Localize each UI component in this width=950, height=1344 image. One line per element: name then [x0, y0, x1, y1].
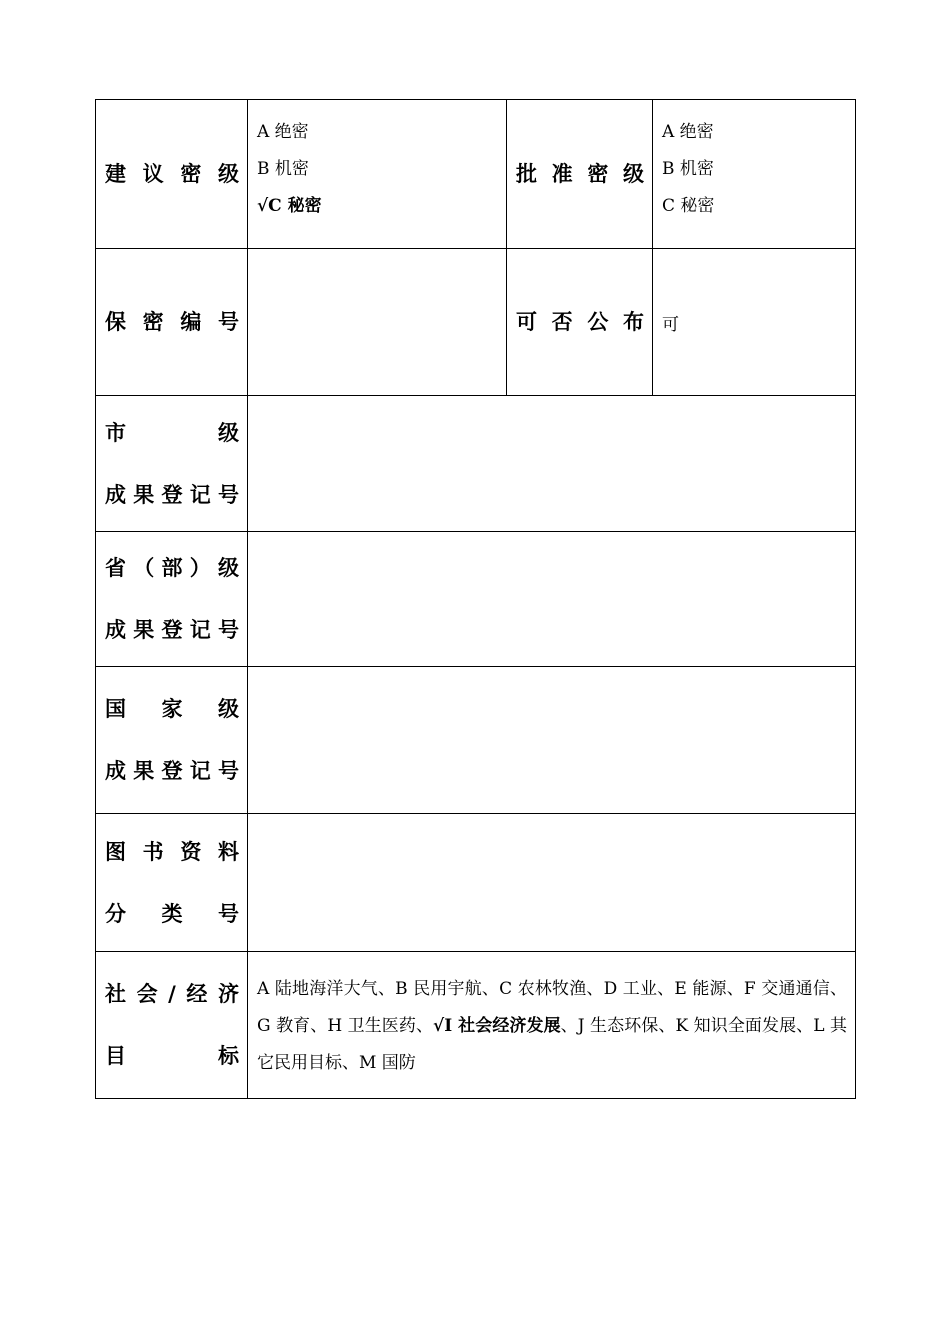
- library-class-field[interactable]: [248, 814, 856, 952]
- label-char: ）: [189, 556, 211, 580]
- label-province-reg: [96, 532, 248, 667]
- label-char: 部: [161, 556, 183, 580]
- label-line-1: [105, 821, 239, 883]
- label-char: 济: [217, 982, 239, 1006]
- label-text: [516, 161, 644, 186]
- label-char: 准: [551, 161, 573, 186]
- label-city-reg: [96, 396, 248, 532]
- label-char: 市: [105, 420, 126, 445]
- label-char: 公: [587, 309, 609, 334]
- label-char: 登: [161, 618, 183, 642]
- label-char: 家: [161, 697, 183, 721]
- suggested-option-c-selected[interactable]: √C 秘密: [257, 196, 322, 216]
- label-char: 国: [105, 697, 126, 721]
- label-char: 标: [218, 1044, 239, 1068]
- label-text: [516, 309, 644, 334]
- label-char: 密: [180, 161, 202, 186]
- label-char: 级: [622, 161, 644, 186]
- label-char: 类: [161, 901, 183, 926]
- label-char: 登: [161, 482, 183, 507]
- row-province-reg: [96, 532, 856, 667]
- label-char: 分: [105, 901, 126, 926]
- label-char: 号: [218, 618, 239, 642]
- label-social-goal: [96, 952, 248, 1099]
- approved-option-c[interactable]: C 秘密: [662, 196, 715, 216]
- suggested-option-a[interactable]: A 绝密: [257, 122, 309, 142]
- row-secret-number: [96, 249, 856, 396]
- label-char: 记: [189, 482, 211, 507]
- label-char: 保: [105, 309, 126, 334]
- label-char: 号: [218, 482, 239, 507]
- label-national-reg: [96, 667, 248, 814]
- label-char: 议: [142, 161, 164, 186]
- label-char: 成: [105, 759, 126, 783]
- label-char: 省: [105, 556, 126, 580]
- label-char: 记: [189, 759, 211, 783]
- label-char: 料: [217, 839, 239, 864]
- suggested-option-b[interactable]: B 机密: [257, 159, 309, 179]
- label-line-1: [105, 402, 239, 464]
- approved-level-options: [653, 100, 856, 249]
- label-char: 成: [105, 482, 126, 507]
- label-char: 布: [622, 309, 644, 334]
- label-line-2: [105, 464, 239, 526]
- label-approved-level: [507, 100, 653, 249]
- label-char: 会: [136, 982, 158, 1006]
- label-char: 果: [133, 482, 155, 507]
- goal-selected-option[interactable]: √I 社会经济发展: [433, 1015, 561, 1036]
- label-char: 成: [105, 618, 126, 642]
- label-char: 登: [161, 759, 183, 783]
- label-publishable: [507, 249, 653, 396]
- social-goal-options: [248, 952, 856, 1099]
- label-char: （: [133, 556, 155, 580]
- label-library-class: [96, 814, 248, 952]
- label-char: 批: [516, 161, 537, 186]
- label-secret-number: [96, 249, 248, 396]
- classification-form-table: [95, 99, 856, 1099]
- city-reg-field[interactable]: [248, 396, 856, 532]
- approved-option-b[interactable]: B 机密: [662, 159, 714, 179]
- label-char: /: [168, 982, 176, 1006]
- label-line-1: [105, 537, 239, 599]
- row-security-level: [96, 100, 856, 249]
- label-char: 社: [105, 982, 126, 1006]
- label-char: 资: [180, 839, 202, 864]
- label-char: 号: [218, 759, 239, 783]
- row-national-reg: [96, 667, 856, 814]
- province-reg-field[interactable]: [248, 532, 856, 667]
- national-reg-field[interactable]: [248, 667, 856, 814]
- label-char: 号: [218, 901, 239, 926]
- label-char: 图: [105, 839, 126, 864]
- label-line-2: [105, 1025, 239, 1087]
- label-char: 否: [551, 309, 573, 334]
- goal-text-after: 、J 生态环保、K 知识全面发展、L 其它民用目标、M 国防: [257, 1015, 848, 1073]
- label-char: 级: [218, 420, 239, 445]
- label-char: 目: [105, 1044, 126, 1068]
- label-char: 级: [217, 161, 239, 186]
- label-char: 可: [516, 309, 537, 334]
- label-line-2: [105, 740, 239, 802]
- suggested-level-options: [248, 100, 507, 249]
- label-char: 密: [142, 309, 164, 334]
- label-char: 编: [180, 309, 202, 334]
- row-library-class: [96, 814, 856, 952]
- label-char: 果: [133, 618, 155, 642]
- label-char: 密: [587, 161, 609, 186]
- label-char: 果: [133, 759, 155, 783]
- label-char: 级: [218, 697, 239, 721]
- label-line-1: [105, 963, 239, 1025]
- goal-text-before: A 陆地海洋大气、B 民用宇航、C 农林牧渔、D 工业、E 能源、F 交通通信、G 教育、H 卫生医药、: [257, 978, 847, 1036]
- label-char: 建: [105, 161, 126, 186]
- label-char: 记: [189, 618, 211, 642]
- label-line-2: [105, 599, 239, 661]
- publishable-value[interactable]: 可: [653, 249, 856, 396]
- secret-number-field[interactable]: [248, 249, 507, 396]
- row-city-reg: [96, 396, 856, 532]
- label-text: [105, 161, 239, 186]
- label-char: 经: [186, 982, 208, 1006]
- approved-option-a[interactable]: A 绝密: [662, 122, 714, 142]
- label-text: [105, 309, 239, 334]
- label-line-1: [105, 678, 239, 740]
- label-char: 级: [218, 556, 239, 580]
- label-suggested-level: [96, 100, 248, 249]
- label-line-2: [105, 883, 239, 945]
- label-char: 书: [142, 839, 164, 864]
- label-char: 号: [217, 309, 239, 334]
- row-social-goal: [96, 952, 856, 1099]
